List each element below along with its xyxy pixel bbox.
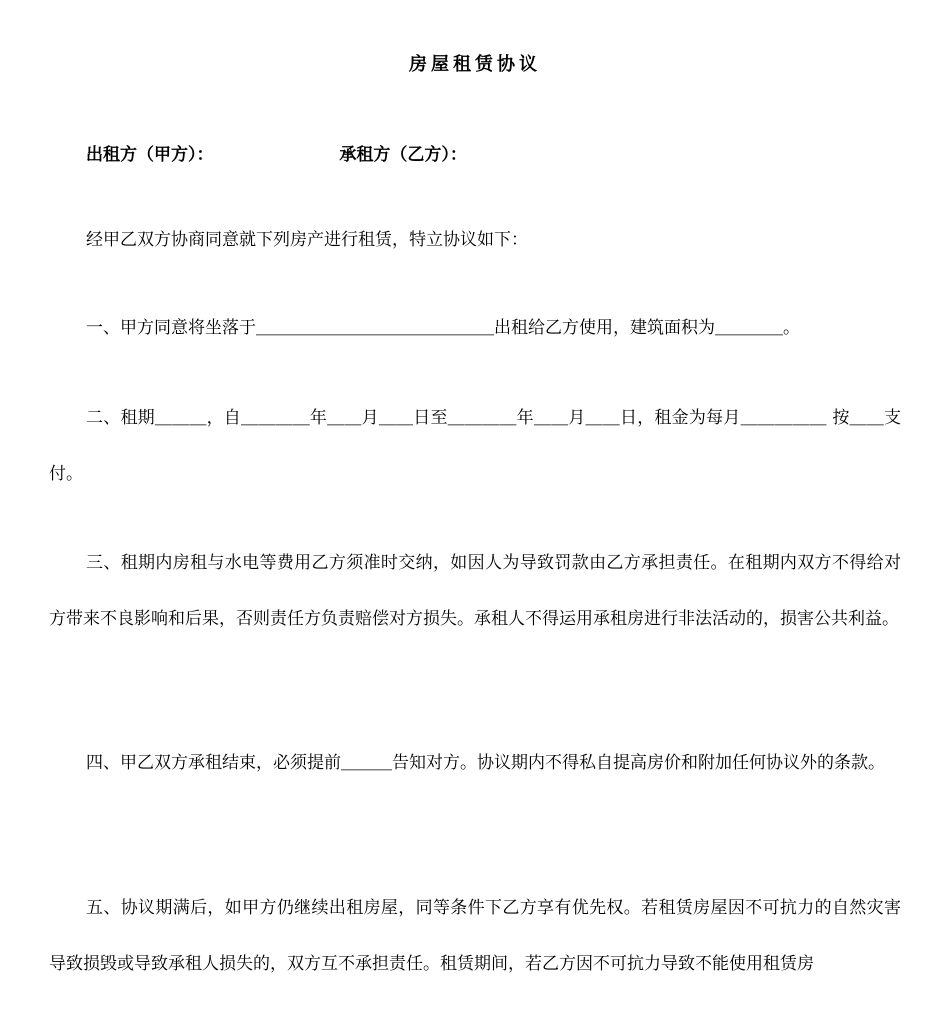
clause-1: 一、甲方同意将坐落于＿＿＿＿＿＿＿＿＿＿＿＿＿＿出租给乙方使用，建筑面积为＿＿＿＿。	[86, 318, 800, 338]
intro-paragraph: 经甲乙双方协商同意就下列房产进行租赁，特立协议如下：	[86, 230, 528, 250]
clause-2: 二、租期＿＿＿，自＿＿＿＿年＿＿月＿＿日至＿＿＿＿年＿＿月＿＿日，租金为每月＿＿＿＿＿ 按＿＿支付。	[49, 408, 901, 484]
clause-5: 五、协议期满后，如甲方仍继续出租房屋，同等条件下乙方享有优先权。若租赁房屋因不可抗力的自然灾害导致损毁或导致承租人损失的，双方互不承担责任。租赁期间，若乙方因不可抗力导致不能使用租赁房	[49, 898, 901, 974]
party-a-label: 出租方（甲方）：	[86, 145, 214, 165]
clause-4: 四、甲乙双方承租结束，必须提前＿＿＿告知对方。协议期内不得私自提高房价和附加任何协议外的条款。	[86, 753, 885, 773]
party-b-label: 承租方（乙方）：	[339, 145, 467, 165]
parties-line	[86, 140, 467, 165]
clause-3: 三、租期内房租与水电等费用乙方须准时交纳，如因人为导致罚款由乙方承担责任。在租期内双方不得给对方带来不良影响和后果，否则责任方负责赔偿对方损失。承租人不得运用承租房进行非法活动的，损害公共利益。	[49, 553, 901, 629]
document-title: 房屋租赁协议	[409, 54, 541, 75]
